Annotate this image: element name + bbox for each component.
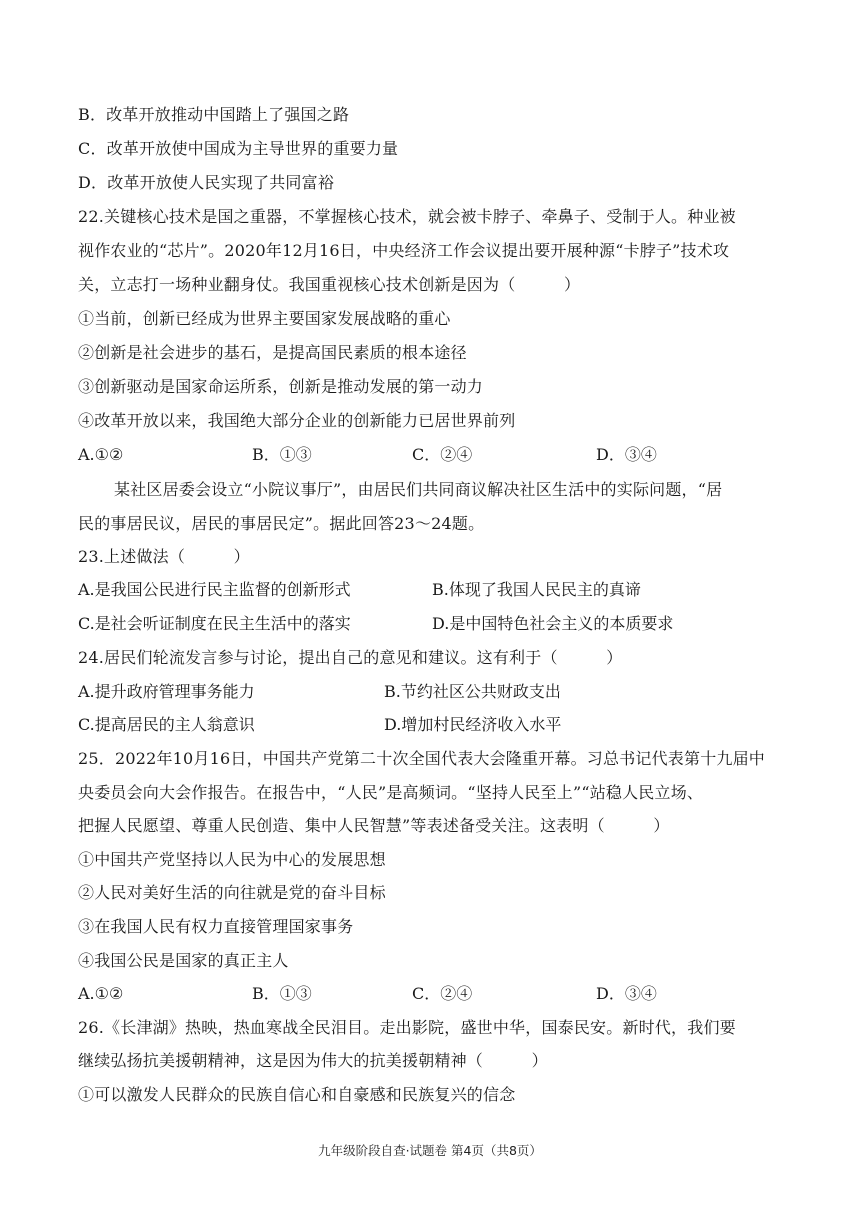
page-footer: 九年级阶段自查·试题卷 第4页（共8页）: [318, 1143, 542, 1158]
q23-option-d: D.是中国特色社会主义的本质要求: [432, 614, 674, 633]
q26-stem-line-2: 继续弘扬抗美援朝精神，这是因为伟大的抗美援朝精神（ ）: [78, 1051, 548, 1070]
q22-option-d: D．③④: [596, 445, 657, 464]
q23-stem: 23.上述做法（ ）: [78, 547, 250, 566]
q26-statement-1: ①可以激发人民群众的民族自信心和自豪感和民族复兴的信念: [78, 1085, 516, 1104]
q25-option-c: C．②④: [412, 984, 473, 1003]
q22-stem-line-1: 22.关键核心技术是国之重器，不掌握核心技术，就会被卡脖子、牵鼻子、受制于人。种业被: [78, 207, 736, 226]
q25-option-a: A.①②: [78, 984, 124, 1003]
q23-option-c: C.是社会听证制度在民主生活中的落实: [78, 614, 351, 633]
q24-stem: 24.居民们轮流发言参与讨论，提出自己的意见和建议。这有利于（ ）: [78, 648, 623, 667]
q22-option-c: C．②④: [412, 445, 473, 464]
q23-option-b: B.体现了我国人民民主的真谛: [432, 580, 641, 599]
q24-option-a: A.提升政府管理事务能力: [78, 682, 255, 701]
passage-line-2: 民的事居民议，居民的事居民定”。据此回答23～24题。: [78, 514, 485, 533]
q24-option-b: B.节约社区公共财政支出: [384, 682, 561, 701]
passage-line-1: 某社区居委会设立“小院议事厅”，由居民们共同商议解决社区生活中的实际问题，“居: [114, 480, 723, 499]
q22-statement-3: ③创新驱动是国家命运所系，创新是推动发展的第一动力: [78, 377, 484, 396]
q22-statement-1: ①当前，创新已经成为世界主要国家发展战略的重心: [78, 309, 451, 328]
q22-option-a: A.①②: [78, 445, 124, 464]
q24-option-c: C.提高居民的主人翁意识: [78, 715, 255, 734]
q25-statement-4: ④我国公民是国家的真正主人: [78, 951, 289, 970]
q26-stem-line-1: 26.《长津湖》热映，热血寒战全民泪目。走出影院，盛世中华，国泰民安。新时代，我们要: [78, 1018, 736, 1037]
q25-statement-1: ①中国共产党坚持以人民为中心的发展思想: [78, 850, 386, 869]
q22-stem-line-2: 视作农业的“芯片”。2020年12月16日，中央经济工作会议提出要开展种源“卡脖子”技术攻: [78, 241, 730, 260]
q25-stem-line-3: 把握人民愿望、尊重人民创造、集中人民智慧”等表述备受关注。这表明（ ）: [78, 816, 670, 835]
q25-stem-line-1: 25．2022年10月16日，中国共产党第二十次全国代表大会隆重开幕。习总书记代表第十九届中: [78, 749, 765, 768]
q21-option-b: B．改革开放推动中国踏上了强国之路: [78, 105, 350, 124]
q22-option-b: B．①③: [252, 445, 312, 464]
q25-statement-2: ②人民对美好生活的向往就是党的奋斗目标: [78, 883, 386, 902]
q24-option-d: D.增加村民经济收入水平: [384, 715, 562, 734]
q25-statement-3: ③在我国人民有权力直接管理国家事务: [78, 917, 354, 936]
q21-option-c: C．改革开放使中国成为主导世界的重要力量: [78, 139, 399, 158]
q23-option-a: A.是我国公民进行民主监督的创新形式: [78, 580, 351, 599]
q21-option-d: D．改革开放使人民实现了共同富裕: [78, 173, 335, 192]
q22-stem-line-3: 关，立志打一场种业翻身仗。我国重视核心技术创新是因为（ ）: [78, 275, 581, 294]
q25-option-b: B．①③: [252, 984, 312, 1003]
q25-stem-line-2: 央委员会向大会作报告。在报告中，“人民”是高频词。“坚持人民至上”“站稳人民立场、: [78, 783, 704, 802]
q22-statement-4: ④改革开放以来，我国绝大部分企业的创新能力已居世界前列: [78, 411, 516, 430]
q25-option-d: D．③④: [596, 984, 657, 1003]
q22-statement-2: ②创新是社会进步的基石，是提高国民素质的根本途径: [78, 343, 467, 362]
